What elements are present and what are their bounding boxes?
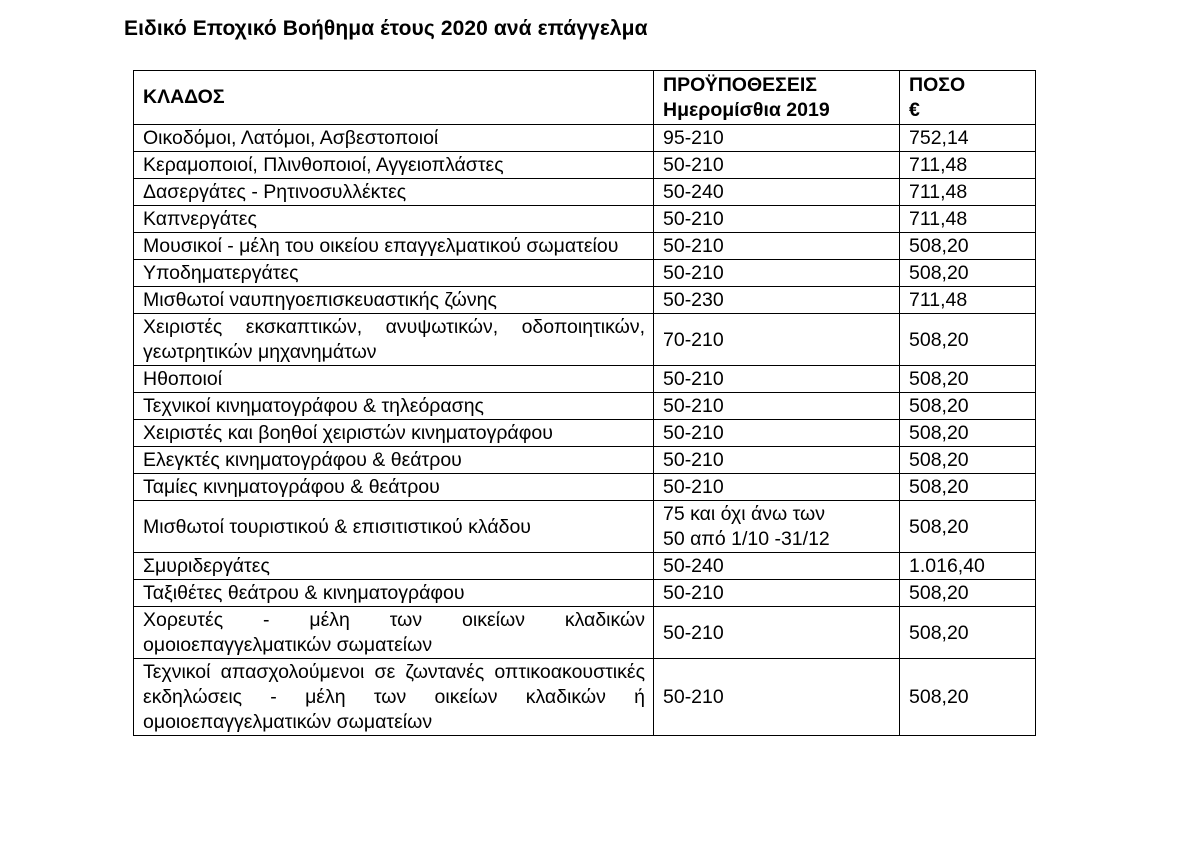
amount-cell: 508,20: [900, 607, 1036, 659]
amount-cell: 711,48: [900, 152, 1036, 179]
conditions-cell: 50-210: [654, 447, 900, 474]
amount-cell: 508,20: [900, 314, 1036, 366]
table-row: [134, 580, 1036, 607]
conditions-cell: 50-210: [654, 206, 900, 233]
header-conditions-title: ΠΡΟΫΠΟΘΕΣΕΙΣ: [663, 73, 817, 96]
header-conditions: [654, 71, 900, 125]
trade-cell: Ταξιθέτες θεάτρου & κινηματογράφου: [134, 580, 654, 607]
amount-cell: 508,20: [900, 659, 1036, 736]
table-row: [134, 607, 1036, 659]
trade-cell: Κεραμοποιοί, Πλινθοποιοί, Αγγειοπλάστες: [134, 152, 654, 179]
document-title: Ειδικό Εποχικό Βοήθημα έτους 2020 ανά επάγγελμα: [124, 17, 648, 40]
conditions-cell: [654, 501, 900, 553]
amount-cell: 508,20: [900, 580, 1036, 607]
table-row: [134, 366, 1036, 393]
conditions-cell: 50-210: [654, 366, 900, 393]
conditions-cell: 95-210: [654, 125, 900, 152]
trade-cell: Δασεργάτες - Ρητινοσυλλέκτες: [134, 179, 654, 206]
trade-cell: Τεχνικοί απασχολούμενοι σε ζωντανές οπτικοακουστικές εκδηλώσεις - μέλη των οικείων κλαδικών ή ομοιοεπαγγελματικών σωματείων: [134, 659, 654, 736]
conditions-cell: 50-210: [654, 393, 900, 420]
trade-cell: Καπνεργάτες: [134, 206, 654, 233]
conditions-line: 50 από 1/10 -31/12: [663, 528, 830, 550]
amount-cell: 1.016,40: [900, 553, 1036, 580]
conditions-cell: 50-210: [654, 152, 900, 179]
table-row: [134, 287, 1036, 314]
amount-cell: 711,48: [900, 287, 1036, 314]
conditions-cell: 50-240: [654, 553, 900, 580]
table-row: [134, 125, 1036, 152]
table-row: [134, 474, 1036, 501]
table-row: [134, 233, 1036, 260]
benefit-table: [133, 70, 1036, 736]
table-row: [134, 314, 1036, 366]
conditions-line: 75 και όχι άνω των: [663, 503, 826, 525]
amount-cell: 508,20: [900, 501, 1036, 553]
table-header-row: [134, 71, 1036, 125]
conditions-cell: 50-210: [654, 659, 900, 736]
amount-cell: 508,20: [900, 420, 1036, 447]
amount-cell: 508,20: [900, 366, 1036, 393]
conditions-cell: 50-210: [654, 420, 900, 447]
conditions-cell: 50-210: [654, 260, 900, 287]
trade-cell: Ηθοποιοί: [134, 366, 654, 393]
table-row: [134, 501, 1036, 553]
table-row: [134, 206, 1036, 233]
trade-cell: Μισθωτοί ναυπηγοεπισκευαστικής ζώνης: [134, 287, 654, 314]
header-amount-currency: €: [909, 98, 920, 121]
amount-cell: 508,20: [900, 447, 1036, 474]
amount-cell: 711,48: [900, 179, 1036, 206]
trade-cell: Τεχνικοί κινηματογράφου & τηλεόρασης: [134, 393, 654, 420]
amount-cell: 508,20: [900, 393, 1036, 420]
table-row: [134, 553, 1036, 580]
header-amount-title: ΠΟΣΟ: [909, 73, 966, 96]
trade-cell: Οικοδόμοι, Λατόμοι, Ασβεστοποιοί: [134, 125, 654, 152]
trade-cell: Ταμίες κινηματογράφου & θεάτρου: [134, 474, 654, 501]
amount-cell: 508,20: [900, 260, 1036, 287]
conditions-cell: 50-210: [654, 580, 900, 607]
amount-cell: 711,48: [900, 206, 1036, 233]
conditions-cell: 70-210: [654, 314, 900, 366]
conditions-cell: 50-240: [654, 179, 900, 206]
table-row: [134, 260, 1036, 287]
conditions-cell: 50-230: [654, 287, 900, 314]
table-row: [134, 393, 1036, 420]
trade-cell: Χειριστές και βοηθοί χειριστών κινηματογράφου: [134, 420, 654, 447]
table-row: [134, 152, 1036, 179]
header-conditions-subtitle: Ημερομίσθια 2019: [663, 98, 830, 121]
trade-cell: Ελεγκτές κινηματογράφου & θεάτρου: [134, 447, 654, 474]
trade-cell: Χορευτές - μέλη των οικείων κλαδικών ομοιοεπαγγελματικών σωματείων: [134, 607, 654, 659]
amount-cell: 508,20: [900, 233, 1036, 260]
conditions-cell: 50-210: [654, 233, 900, 260]
amount-cell: 508,20: [900, 474, 1036, 501]
trade-cell: Σμυριδεργάτες: [134, 553, 654, 580]
trade-cell: Χειριστές εκσκαπτικών, ανυψωτικών, οδοποιητικών, γεωτρητικών μηχανημάτων: [134, 314, 654, 366]
conditions-cell: 50-210: [654, 474, 900, 501]
table-row: [134, 659, 1036, 736]
trade-cell: Υποδηματεργάτες: [134, 260, 654, 287]
trade-cell: Μισθωτοί τουριστικού & επισιτιστικού κλάδου: [134, 501, 654, 553]
trade-cell: Μουσικοί - μέλη του οικείου επαγγελματικού σωματείου: [134, 233, 654, 260]
conditions-cell: 50-210: [654, 607, 900, 659]
amount-cell: 752,14: [900, 125, 1036, 152]
header-amount: [900, 71, 1036, 125]
table-row: [134, 447, 1036, 474]
table-row: [134, 420, 1036, 447]
header-trade: ΚΛΑΔΟΣ: [134, 71, 654, 125]
table-row: [134, 179, 1036, 206]
